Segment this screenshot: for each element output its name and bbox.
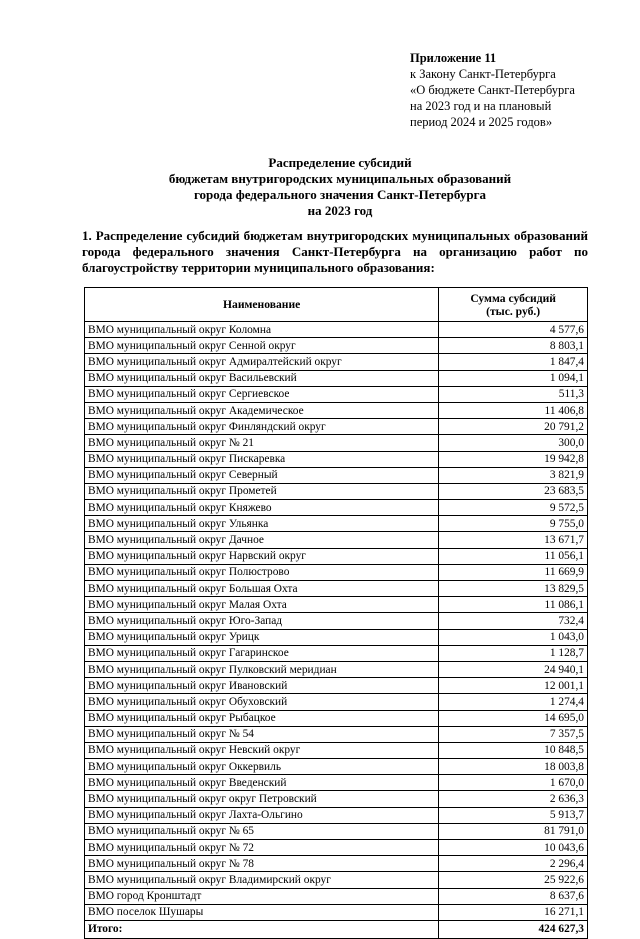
table-row xyxy=(85,661,588,677)
table-row xyxy=(85,483,588,499)
row-amount: 12 001,1 xyxy=(439,678,588,694)
table-row xyxy=(85,467,588,483)
column-header-amount xyxy=(439,288,588,322)
table-row xyxy=(85,856,588,872)
table-row xyxy=(85,419,588,435)
row-amount: 1 128,7 xyxy=(439,645,588,661)
table-row xyxy=(85,532,588,548)
table-row xyxy=(85,807,588,823)
row-amount: 23 683,5 xyxy=(439,483,588,499)
row-amount: 13 671,7 xyxy=(439,532,588,548)
appendix-line: период 2024 и 2025 годов» xyxy=(410,115,553,129)
section-title: 1. Распределение субсидий бюджетам внутригородских муниципальных образований города федерального значения Санкт-Петербурга на организацию работ по благоустройству территории муниципального образования: xyxy=(82,228,588,275)
row-name: ВМО муниципальный округ № 54 xyxy=(85,726,439,742)
row-name: ВМО муниципальный округ Финляндский округ xyxy=(85,419,439,435)
row-amount: 1 274,4 xyxy=(439,694,588,710)
table-row xyxy=(85,548,588,564)
row-amount: 16 271,1 xyxy=(439,904,588,920)
column-header-amount-label: Сумма субсидий (тыс. руб.) xyxy=(470,291,556,318)
row-name: ВМО поселок Шушары xyxy=(85,904,439,920)
appendix-title: Приложение 11 xyxy=(410,51,497,65)
row-name: ВМО муниципальный округ Сергиевское xyxy=(85,386,439,402)
row-name: ВМО муниципальный округ Гагаринское xyxy=(85,645,439,661)
table-row xyxy=(85,370,588,386)
row-name: ВМО муниципальный округ Полюстрово xyxy=(85,564,439,580)
row-name: ВМО муниципальный округ Невский округ xyxy=(85,742,439,758)
total-label: Итого: xyxy=(85,920,439,938)
table-row xyxy=(85,872,588,888)
row-name: ВМО муниципальный округ № 21 xyxy=(85,435,439,451)
total-row xyxy=(85,920,588,938)
table-body xyxy=(85,322,588,921)
row-amount: 18 003,8 xyxy=(439,759,588,775)
row-amount: 14 695,0 xyxy=(439,710,588,726)
row-name: ВМО муниципальный округ № 72 xyxy=(85,840,439,856)
table-row xyxy=(85,775,588,791)
row-amount: 13 829,5 xyxy=(439,581,588,597)
row-name: ВМО муниципальный округ Обуховский xyxy=(85,694,439,710)
row-name: ВМО муниципальный округ Академическое xyxy=(85,402,439,418)
total-amount: 424 627,3 xyxy=(439,920,588,938)
table-row xyxy=(85,823,588,839)
row-amount: 7 357,5 xyxy=(439,726,588,742)
row-name: ВМО муниципальный округ Юго-Запад xyxy=(85,613,439,629)
row-amount: 24 940,1 xyxy=(439,661,588,677)
row-amount: 2 636,3 xyxy=(439,791,588,807)
heading-line: бюджетам внутригородских муниципальных образований xyxy=(168,171,512,186)
row-amount: 19 942,8 xyxy=(439,451,588,467)
row-name: ВМО муниципальный округ Урицк xyxy=(85,629,439,645)
table-row xyxy=(85,322,588,338)
table-row xyxy=(85,791,588,807)
row-name: ВМО муниципальный округ Лахта-Ольгино xyxy=(85,807,439,823)
row-amount: 20 791,2 xyxy=(439,419,588,435)
row-amount: 10 043,6 xyxy=(439,840,588,856)
table-row xyxy=(85,629,588,645)
row-name: ВМО муниципальный округ Введенский xyxy=(85,775,439,791)
row-amount: 4 577,6 xyxy=(439,322,588,338)
table-row xyxy=(85,435,588,451)
table-row xyxy=(85,840,588,856)
row-name: ВМО муниципальный округ Васильевский xyxy=(85,370,439,386)
row-amount: 1 094,1 xyxy=(439,370,588,386)
table-row xyxy=(85,759,588,775)
row-amount: 11 056,1 xyxy=(439,548,588,564)
heading-line: Распределение субсидий xyxy=(268,155,412,170)
row-name: ВМО муниципальный округ № 65 xyxy=(85,823,439,839)
row-name: ВМО муниципальный округ Княжево xyxy=(85,500,439,516)
table-row xyxy=(85,710,588,726)
row-name: ВМО город Кронштадт xyxy=(85,888,439,904)
row-amount: 5 913,7 xyxy=(439,807,588,823)
table-row xyxy=(85,354,588,370)
row-amount: 732,4 xyxy=(439,613,588,629)
row-name: ВМО муниципальный округ № 78 xyxy=(85,856,439,872)
row-name: ВМО муниципальный округ Пулковский меридиан xyxy=(85,661,439,677)
row-amount: 1 847,4 xyxy=(439,354,588,370)
row-amount: 8 803,1 xyxy=(439,338,588,354)
table-row xyxy=(85,597,588,613)
table-header-row xyxy=(85,288,588,322)
row-name: ВМО муниципальный округ Северный xyxy=(85,467,439,483)
appendix-line: на 2023 год и на плановый xyxy=(410,99,552,113)
row-amount: 511,3 xyxy=(439,386,588,402)
row-amount: 8 637,6 xyxy=(439,888,588,904)
row-name: ВМО муниципальный округ Малая Охта xyxy=(85,597,439,613)
appendix-line: «О бюджете Санкт-Петербурга xyxy=(410,83,575,97)
table-row xyxy=(85,888,588,904)
row-name: ВМО муниципальный округ Большая Охта xyxy=(85,581,439,597)
row-amount: 25 922,6 xyxy=(439,872,588,888)
table-row xyxy=(85,694,588,710)
table-row xyxy=(85,726,588,742)
row-amount: 9 572,5 xyxy=(439,500,588,516)
row-name: ВМО муниципальный округ Рыбацкое xyxy=(85,710,439,726)
row-name: ВМО муниципальный округ Ивановский xyxy=(85,678,439,694)
row-amount: 2 296,4 xyxy=(439,856,588,872)
row-name: ВМО муниципальный округ Адмиралтейский округ xyxy=(85,354,439,370)
row-amount: 10 848,5 xyxy=(439,742,588,758)
table-row xyxy=(85,613,588,629)
appendix-line: к Закону Санкт-Петербурга xyxy=(410,67,556,81)
table-row xyxy=(85,742,588,758)
row-name: ВМО муниципальный округ Коломна xyxy=(85,322,439,338)
subsidy-table xyxy=(84,287,588,939)
column-header-name: Наименование xyxy=(85,288,439,322)
row-amount: 9 755,0 xyxy=(439,516,588,532)
table-row xyxy=(85,581,588,597)
row-amount: 1 043,0 xyxy=(439,629,588,645)
row-name: ВМО муниципальный округ Дачное xyxy=(85,532,439,548)
table-row xyxy=(85,338,588,354)
table-row xyxy=(85,451,588,467)
row-amount: 11 086,1 xyxy=(439,597,588,613)
row-name: ВМО муниципальный округ Нарвский округ xyxy=(85,548,439,564)
heading-line: на 2023 год xyxy=(307,203,373,218)
table-row xyxy=(85,386,588,402)
table-row xyxy=(85,500,588,516)
row-name: ВМО муниципальный округ Ульянка xyxy=(85,516,439,532)
row-name: ВМО муниципальный округ Прометей xyxy=(85,483,439,499)
row-amount: 81 791,0 xyxy=(439,823,588,839)
row-name: ВМО муниципальный округ Сенной округ xyxy=(85,338,439,354)
table-row xyxy=(85,904,588,920)
row-amount: 300,0 xyxy=(439,435,588,451)
row-name: ВМО муниципальный округ округ Петровский xyxy=(85,791,439,807)
document-heading xyxy=(60,155,620,219)
row-name: ВМО муниципальный округ Пискаревка xyxy=(85,451,439,467)
row-name: ВМО муниципальный округ Оккервиль xyxy=(85,759,439,775)
row-amount: 11 406,8 xyxy=(439,402,588,418)
row-name: ВМО муниципальный округ Владимирский округ xyxy=(85,872,439,888)
table-row xyxy=(85,402,588,418)
table-row xyxy=(85,516,588,532)
row-amount: 3 821,9 xyxy=(439,467,588,483)
row-amount: 1 670,0 xyxy=(439,775,588,791)
table-row xyxy=(85,678,588,694)
table-row xyxy=(85,564,588,580)
appendix-block xyxy=(410,50,635,130)
table-row xyxy=(85,645,588,661)
heading-line: города федерального значения Санкт-Петербурга xyxy=(193,187,487,202)
row-amount: 11 669,9 xyxy=(439,564,588,580)
